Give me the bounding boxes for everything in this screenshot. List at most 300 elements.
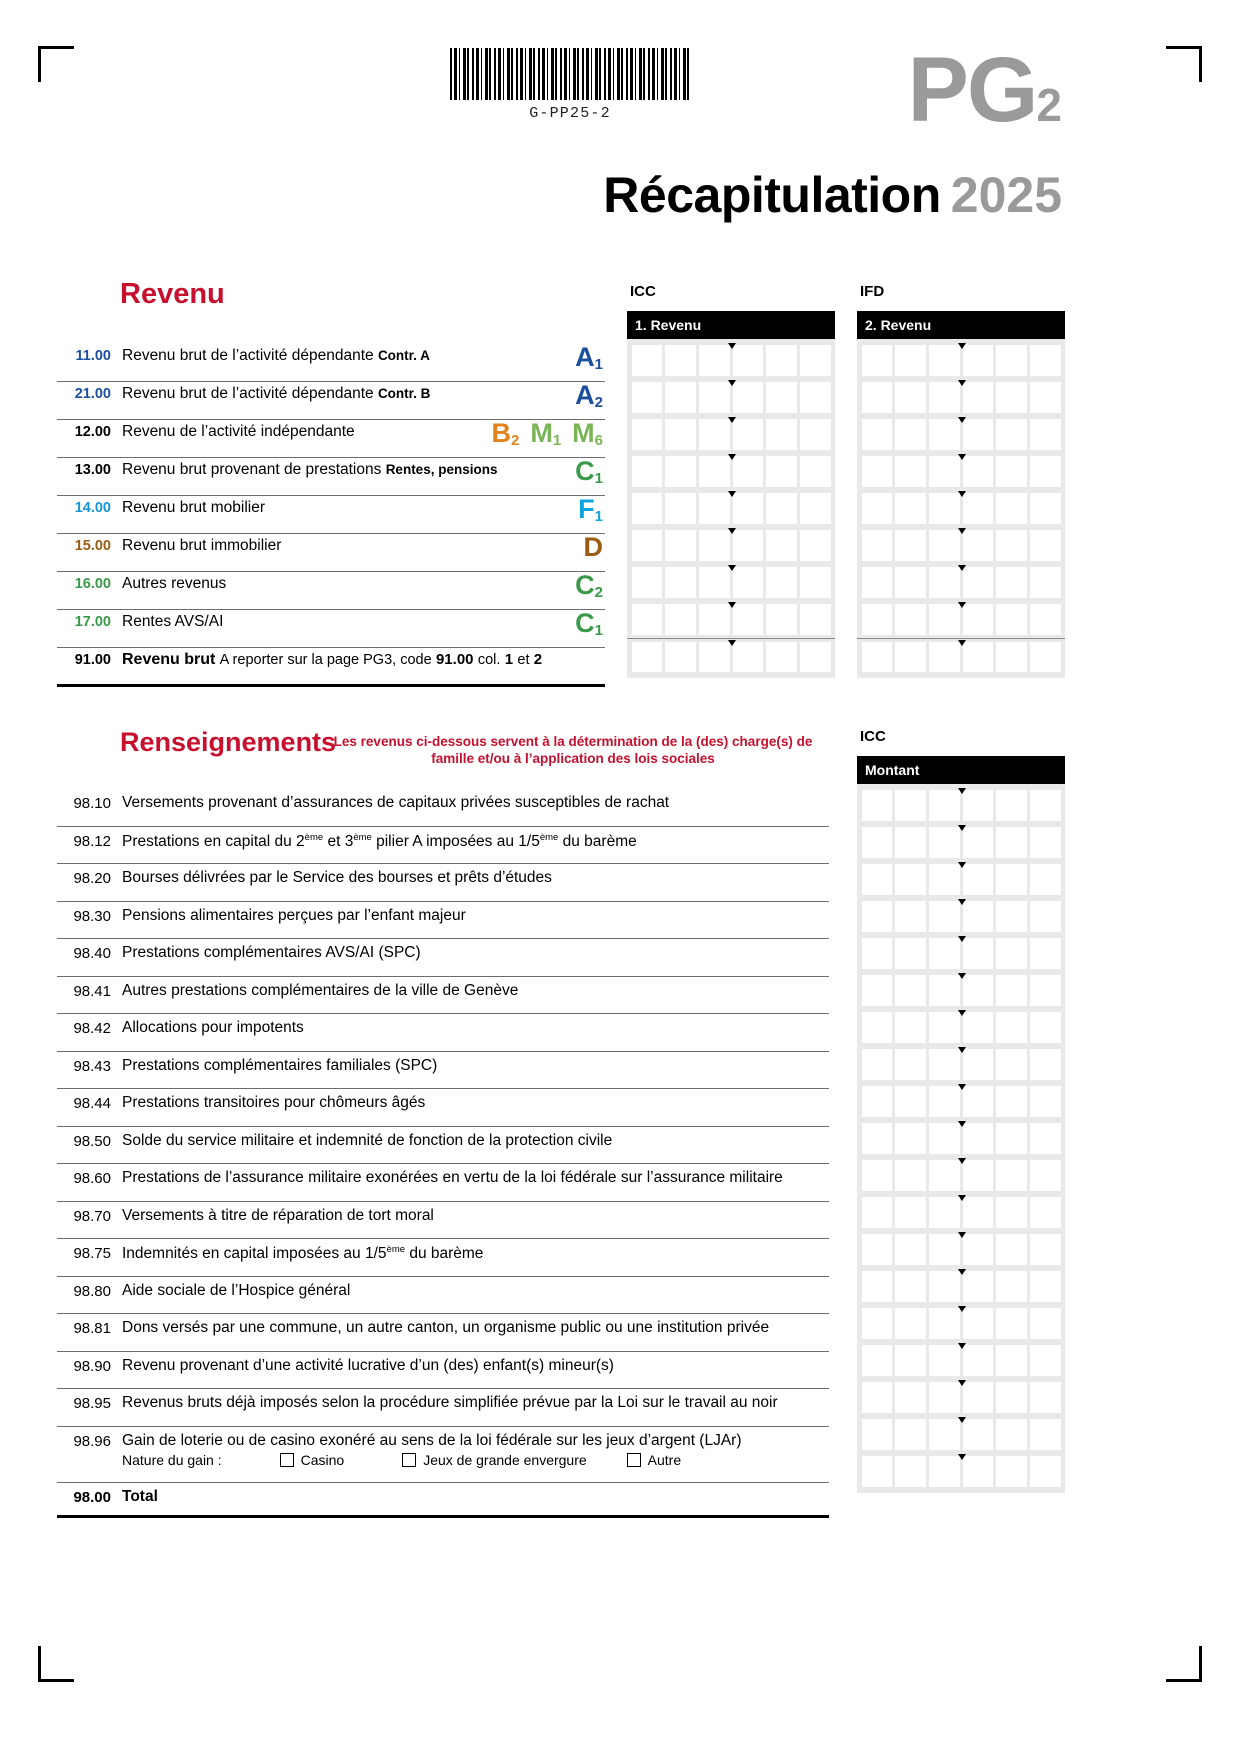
- amount-digit-cell[interactable]: [996, 345, 1027, 376]
- amount-digit-cell[interactable]: [632, 642, 663, 672]
- renseignements-row-list: [57, 789, 829, 1518]
- amount-digit-cell[interactable]: [862, 382, 893, 413]
- amount-digit-cell[interactable]: [862, 938, 893, 969]
- amount-digit-cell[interactable]: [1030, 938, 1061, 969]
- amount-digit-cell[interactable]: [996, 382, 1027, 413]
- amount-digit-cell[interactable]: [1030, 1049, 1061, 1080]
- amount-digit-cell[interactable]: [766, 419, 797, 450]
- revenu-row: [57, 420, 605, 458]
- amount-digit-cell[interactable]: [996, 1086, 1027, 1117]
- amount-digit-cell[interactable]: [996, 1234, 1027, 1265]
- amount-digit-cell[interactable]: [862, 864, 893, 895]
- amount-row[interactable]: [627, 490, 835, 527]
- amount-digit-cell[interactable]: [1030, 1123, 1061, 1154]
- amount-digit-cell[interactable]: [1030, 493, 1061, 524]
- amount-digit-cell[interactable]: [895, 864, 926, 895]
- amount-row[interactable]: [857, 972, 1065, 1009]
- amount-digit-cell[interactable]: [929, 642, 960, 672]
- amount-digit-cell[interactable]: [963, 864, 994, 895]
- amount-digit-cell[interactable]: [800, 493, 831, 524]
- renseignements-row-code: 98.95: [73, 1395, 111, 1412]
- amount-digit-cell[interactable]: [1030, 1456, 1061, 1487]
- amount-row[interactable]: [857, 1342, 1065, 1379]
- amount-row[interactable]: [857, 861, 1065, 898]
- amount-row[interactable]: [627, 527, 835, 564]
- amount-digit-cell[interactable]: [733, 419, 764, 450]
- amount-digit-cell[interactable]: [1030, 1086, 1061, 1117]
- amount-digit-cell[interactable]: [766, 493, 797, 524]
- renseignements-row-code: 98.50: [73, 1132, 111, 1150]
- amount-digit-cell[interactable]: [996, 604, 1027, 635]
- amount-digit-cell[interactable]: [996, 1049, 1027, 1080]
- amount-digit-cell[interactable]: [1030, 1197, 1061, 1228]
- amount-row[interactable]: [857, 601, 1065, 638]
- revenu-code-letter-sub: 1: [594, 622, 603, 639]
- amount-digit-cell[interactable]: [733, 493, 764, 524]
- amount-row[interactable]: [857, 638, 1065, 675]
- amount-digit-cell[interactable]: [800, 382, 831, 413]
- checkbox-autre[interactable]: [627, 1453, 641, 1467]
- amount-digit-cell[interactable]: [665, 567, 696, 598]
- amount-digit-cell[interactable]: [963, 604, 994, 635]
- checkbox-jeux-grande-envergure[interactable]: [402, 1453, 416, 1467]
- amount-digit-cell[interactable]: [1030, 604, 1061, 635]
- amount-digit-cell[interactable]: [895, 1123, 926, 1154]
- renseignements-row-label: Revenu provenant d’une activité lucrative d’un (des) enfant(s) mineur(s): [122, 1356, 614, 1374]
- lottery-row: [57, 1427, 829, 1483]
- revenu-row: [57, 610, 605, 648]
- ifd-amount-grid[interactable]: [857, 339, 1065, 678]
- amount-digit-cell[interactable]: [929, 456, 960, 487]
- amount-digit-cell[interactable]: [665, 345, 696, 376]
- amount-digit-cell[interactable]: [862, 419, 893, 450]
- amount-digit-cell[interactable]: [632, 345, 663, 376]
- amount-digit-cell[interactable]: [862, 790, 893, 821]
- amount-digit-cell[interactable]: [699, 456, 730, 487]
- amount-digit-cell[interactable]: [963, 382, 994, 413]
- amount-row[interactable]: [857, 564, 1065, 601]
- revenu-row-label: [111, 458, 575, 479]
- amount-digit-cell[interactable]: [996, 938, 1027, 969]
- amount-digit-cell[interactable]: [929, 382, 960, 413]
- amount-digit-cell[interactable]: [996, 1271, 1027, 1302]
- amount-digit-cell[interactable]: [632, 456, 663, 487]
- amount-row[interactable]: [627, 453, 835, 490]
- revenu-row-label-text: Revenu brut de l’activité dépendante: [122, 347, 374, 364]
- renseignements-row: [57, 1239, 829, 1277]
- amount-digit-cell[interactable]: [929, 1123, 960, 1154]
- renseignements-row: [57, 1389, 829, 1427]
- page-title-text: Récapitulation: [603, 167, 941, 223]
- amount-digit-cell[interactable]: [963, 1419, 994, 1450]
- amount-digit-cell[interactable]: [665, 530, 696, 561]
- amount-digit-cell[interactable]: [1030, 827, 1061, 858]
- amount-digit-cell[interactable]: [632, 604, 663, 635]
- amount-digit-cell[interactable]: [766, 456, 797, 487]
- amount-digit-cell[interactable]: [632, 493, 663, 524]
- amount-digit-cell[interactable]: [929, 938, 960, 969]
- crop-mark-bottom-right: [1166, 1646, 1202, 1682]
- amount-digit-cell[interactable]: [699, 530, 730, 561]
- amount-digit-cell[interactable]: [929, 1382, 960, 1413]
- amount-digit-cell[interactable]: [862, 1049, 893, 1080]
- amount-digit-cell[interactable]: [996, 1456, 1027, 1487]
- amount-row[interactable]: [857, 342, 1065, 379]
- amount-digit-cell[interactable]: [733, 567, 764, 598]
- amount-digit-cell[interactable]: [862, 530, 893, 561]
- amount-digit-cell[interactable]: [996, 1419, 1027, 1450]
- amount-digit-cell[interactable]: [895, 345, 926, 376]
- amount-row[interactable]: [857, 1157, 1065, 1194]
- amount-digit-cell[interactable]: [862, 642, 893, 672]
- amount-digit-cell[interactable]: [733, 345, 764, 376]
- amount-digit-cell[interactable]: [895, 790, 926, 821]
- amount-digit-cell[interactable]: [963, 530, 994, 561]
- amount-digit-cell[interactable]: [929, 1345, 960, 1376]
- revenu-code-letter: [575, 608, 603, 638]
- amount-digit-cell[interactable]: [1030, 864, 1061, 895]
- amount-digit-cell[interactable]: [963, 1086, 994, 1117]
- amount-digit-cell[interactable]: [963, 1308, 994, 1339]
- amount-digit-cell[interactable]: [996, 1345, 1027, 1376]
- amount-digit-cell[interactable]: [800, 642, 831, 672]
- amount-row[interactable]: [857, 1268, 1065, 1305]
- amount-row[interactable]: [857, 1046, 1065, 1083]
- amount-digit-cell[interactable]: [800, 567, 831, 598]
- amount-digit-cell[interactable]: [996, 975, 1027, 1006]
- amount-digit-cell[interactable]: [800, 345, 831, 376]
- amount-digit-cell[interactable]: [895, 1271, 926, 1302]
- amount-row[interactable]: [627, 564, 835, 601]
- revenu-code-letter-sub: 1: [594, 470, 603, 487]
- amount-digit-cell[interactable]: [1030, 1160, 1061, 1191]
- amount-digit-cell[interactable]: [963, 901, 994, 932]
- amount-digit-cell[interactable]: [733, 382, 764, 413]
- amount-digit-cell[interactable]: [996, 419, 1027, 450]
- amount-digit-cell[interactable]: [862, 975, 893, 1006]
- amount-digit-cell[interactable]: [996, 864, 1027, 895]
- amount-digit-cell[interactable]: [862, 604, 893, 635]
- thousands-separator-marker-icon: [958, 417, 966, 423]
- amount-digit-cell[interactable]: [996, 1382, 1027, 1413]
- amount-row[interactable]: [857, 1379, 1065, 1416]
- amount-row[interactable]: [627, 342, 835, 379]
- amount-digit-cell[interactable]: [862, 1197, 893, 1228]
- thousands-separator-marker-icon: [728, 454, 736, 460]
- amount-row[interactable]: [857, 1009, 1065, 1046]
- amount-digit-cell[interactable]: [929, 567, 960, 598]
- amount-digit-cell[interactable]: [800, 530, 831, 561]
- amount-digit-cell[interactable]: [963, 642, 994, 672]
- amount-digit-cell[interactable]: [895, 1234, 926, 1265]
- revenu-code-letter-main: M: [572, 418, 595, 448]
- amount-digit-cell[interactable]: [996, 456, 1027, 487]
- amount-digit-cell[interactable]: [733, 642, 764, 672]
- amount-digit-cell[interactable]: [929, 1456, 960, 1487]
- amount-digit-cell[interactable]: [862, 1012, 893, 1043]
- amount-digit-cell[interactable]: [699, 345, 730, 376]
- amount-digit-cell[interactable]: [963, 567, 994, 598]
- amount-digit-cell[interactable]: [632, 419, 663, 450]
- amount-digit-cell[interactable]: [963, 493, 994, 524]
- amount-digit-cell[interactable]: [963, 975, 994, 1006]
- amount-digit-cell[interactable]: [963, 1234, 994, 1265]
- amount-digit-cell[interactable]: [800, 604, 831, 635]
- revenu-row-label-text: Revenu brut immobilier: [122, 537, 282, 554]
- thousands-separator-marker-icon: [958, 1195, 966, 1201]
- amount-digit-cell[interactable]: [963, 1197, 994, 1228]
- amount-digit-cell[interactable]: [632, 530, 663, 561]
- amount-digit-cell[interactable]: [862, 1382, 893, 1413]
- revenu-code-letter: [530, 418, 561, 448]
- amount-digit-cell[interactable]: [862, 456, 893, 487]
- amount-digit-cell[interactable]: [895, 567, 926, 598]
- amount-digit-cell[interactable]: [862, 901, 893, 932]
- amount-digit-cell[interactable]: [963, 1456, 994, 1487]
- amount-digit-cell[interactable]: [963, 1271, 994, 1302]
- amount-digit-cell[interactable]: [963, 1123, 994, 1154]
- amount-row[interactable]: [857, 1416, 1065, 1453]
- amount-digit-cell[interactable]: [996, 1160, 1027, 1191]
- amount-digit-cell[interactable]: [895, 1419, 926, 1450]
- amount-digit-cell[interactable]: [895, 419, 926, 450]
- amount-digit-cell[interactable]: [632, 382, 663, 413]
- amount-digit-cell[interactable]: [996, 567, 1027, 598]
- amount-digit-cell[interactable]: [665, 456, 696, 487]
- amount-digit-cell[interactable]: [963, 419, 994, 450]
- amount-digit-cell[interactable]: [929, 1234, 960, 1265]
- amount-digit-cell[interactable]: [963, 1382, 994, 1413]
- amount-digit-cell[interactable]: [1030, 382, 1061, 413]
- amount-digit-cell[interactable]: [929, 1197, 960, 1228]
- amount-digit-cell[interactable]: [862, 1086, 893, 1117]
- amount-digit-cell[interactable]: [1030, 1308, 1061, 1339]
- amount-digit-cell[interactable]: [963, 938, 994, 969]
- amount-digit-cell[interactable]: [929, 1419, 960, 1450]
- amount-digit-cell[interactable]: [929, 790, 960, 821]
- amount-digit-cell[interactable]: [895, 901, 926, 932]
- amount-digit-cell[interactable]: [862, 493, 893, 524]
- amount-digit-cell[interactable]: [895, 938, 926, 969]
- amount-digit-cell[interactable]: [862, 1234, 893, 1265]
- amount-digit-cell[interactable]: [895, 1308, 926, 1339]
- amount-digit-cell[interactable]: [895, 1382, 926, 1413]
- amount-digit-cell[interactable]: [699, 493, 730, 524]
- amount-digit-cell[interactable]: [996, 1197, 1027, 1228]
- renseignements-total-code: 98.00: [73, 1488, 111, 1506]
- amount-digit-cell[interactable]: [996, 530, 1027, 561]
- renseignements-row-code: 98.43: [73, 1057, 111, 1075]
- amount-digit-cell[interactable]: [1030, 1012, 1061, 1043]
- amount-digit-cell[interactable]: [963, 1049, 994, 1080]
- amount-digit-cell[interactable]: [699, 567, 730, 598]
- thousands-separator-marker-icon: [958, 1380, 966, 1386]
- thousands-separator-marker-icon: [958, 1232, 966, 1238]
- amount-digit-cell[interactable]: [862, 1345, 893, 1376]
- amount-digit-cell[interactable]: [929, 530, 960, 561]
- renseignements-row: [57, 1089, 829, 1127]
- amount-digit-cell[interactable]: [996, 1123, 1027, 1154]
- amount-digit-cell[interactable]: [766, 345, 797, 376]
- revenu-row-codes: [575, 572, 605, 599]
- amount-digit-cell[interactable]: [1030, 1382, 1061, 1413]
- amount-row[interactable]: [857, 1453, 1065, 1490]
- amount-digit-cell[interactable]: [1030, 642, 1061, 672]
- amount-digit-cell[interactable]: [963, 790, 994, 821]
- amount-digit-cell[interactable]: [862, 827, 893, 858]
- amount-digit-cell[interactable]: [1030, 1345, 1061, 1376]
- amount-digit-cell[interactable]: [766, 604, 797, 635]
- amount-digit-cell[interactable]: [1030, 1271, 1061, 1302]
- revenu-code-letter-main: F: [578, 494, 595, 524]
- amount-digit-cell[interactable]: [862, 1456, 893, 1487]
- montant-amount-grid[interactable]: [857, 784, 1065, 1493]
- amount-row[interactable]: [627, 379, 835, 416]
- amount-digit-cell[interactable]: [1030, 345, 1061, 376]
- amount-digit-cell[interactable]: [895, 382, 926, 413]
- amount-row[interactable]: [627, 638, 835, 675]
- amount-digit-cell[interactable]: [929, 1308, 960, 1339]
- amount-digit-cell[interactable]: [733, 456, 764, 487]
- amount-digit-cell[interactable]: [963, 1012, 994, 1043]
- amount-row[interactable]: [857, 824, 1065, 861]
- amount-digit-cell[interactable]: [1030, 567, 1061, 598]
- amount-digit-cell[interactable]: [929, 1086, 960, 1117]
- amount-digit-cell[interactable]: [929, 345, 960, 376]
- revenu-row-list: [57, 344, 605, 687]
- amount-digit-cell[interactable]: [800, 456, 831, 487]
- amount-digit-cell[interactable]: [963, 1160, 994, 1191]
- amount-digit-cell[interactable]: [862, 1160, 893, 1191]
- amount-digit-cell[interactable]: [895, 1012, 926, 1043]
- amount-digit-cell[interactable]: [963, 1345, 994, 1376]
- amount-row[interactable]: [857, 1194, 1065, 1231]
- amount-digit-cell[interactable]: [963, 456, 994, 487]
- amount-digit-cell[interactable]: [1030, 790, 1061, 821]
- amount-digit-cell[interactable]: [963, 345, 994, 376]
- amount-digit-cell[interactable]: [733, 530, 764, 561]
- amount-digit-cell[interactable]: [1030, 456, 1061, 487]
- amount-digit-cell[interactable]: [665, 382, 696, 413]
- amount-row[interactable]: [857, 1120, 1065, 1157]
- amount-digit-cell[interactable]: [699, 419, 730, 450]
- amount-digit-cell[interactable]: [766, 382, 797, 413]
- amount-digit-cell[interactable]: [895, 604, 926, 635]
- amount-digit-cell[interactable]: [895, 1049, 926, 1080]
- amount-row[interactable]: [857, 935, 1065, 972]
- amount-digit-cell[interactable]: [1030, 901, 1061, 932]
- amount-row[interactable]: [857, 416, 1065, 453]
- amount-digit-cell[interactable]: [996, 827, 1027, 858]
- amount-digit-cell[interactable]: [929, 604, 960, 635]
- amount-digit-cell[interactable]: [929, 1049, 960, 1080]
- amount-row[interactable]: [857, 898, 1065, 935]
- amount-digit-cell[interactable]: [929, 1271, 960, 1302]
- amount-digit-cell[interactable]: [895, 1197, 926, 1228]
- amount-digit-cell[interactable]: [996, 1012, 1027, 1043]
- amount-row[interactable]: [857, 379, 1065, 416]
- amount-digit-cell[interactable]: [1030, 530, 1061, 561]
- amount-row[interactable]: [857, 1083, 1065, 1120]
- revenu-row-codes: [578, 496, 605, 523]
- amount-digit-cell[interactable]: [895, 1345, 926, 1376]
- amount-digit-cell[interactable]: [766, 642, 797, 672]
- amount-digit-cell[interactable]: [929, 419, 960, 450]
- amount-row[interactable]: [627, 601, 835, 638]
- amount-digit-cell[interactable]: [1030, 419, 1061, 450]
- amount-digit-cell[interactable]: [800, 419, 831, 450]
- amount-row[interactable]: [857, 1231, 1065, 1268]
- amount-digit-cell[interactable]: [1030, 975, 1061, 1006]
- amount-row[interactable]: [627, 416, 835, 453]
- amount-digit-cell[interactable]: [895, 456, 926, 487]
- amount-digit-cell[interactable]: [895, 1086, 926, 1117]
- amount-digit-cell[interactable]: [895, 530, 926, 561]
- amount-row[interactable]: [857, 453, 1065, 490]
- amount-digit-cell[interactable]: [699, 604, 730, 635]
- amount-row[interactable]: [857, 527, 1065, 564]
- amount-row[interactable]: [857, 490, 1065, 527]
- amount-digit-cell[interactable]: [929, 493, 960, 524]
- amount-digit-cell[interactable]: [862, 345, 893, 376]
- amount-digit-cell[interactable]: [895, 493, 926, 524]
- amount-digit-cell[interactable]: [895, 975, 926, 1006]
- checkbox-casino[interactable]: [280, 1453, 294, 1467]
- page-title: [603, 167, 1062, 223]
- amount-digit-cell[interactable]: [766, 530, 797, 561]
- amount-digit-cell[interactable]: [1030, 1234, 1061, 1265]
- amount-digit-cell[interactable]: [895, 642, 926, 672]
- amount-digit-cell[interactable]: [862, 1123, 893, 1154]
- amount-digit-cell[interactable]: [665, 493, 696, 524]
- revenu-row-codes: [575, 382, 605, 409]
- amount-row[interactable]: [857, 787, 1065, 824]
- amount-digit-cell[interactable]: [862, 1271, 893, 1302]
- amount-digit-cell[interactable]: [1030, 1419, 1061, 1450]
- amount-digit-cell[interactable]: [665, 642, 696, 672]
- amount-digit-cell[interactable]: [665, 604, 696, 635]
- amount-digit-cell[interactable]: [699, 382, 730, 413]
- amount-digit-cell[interactable]: [963, 827, 994, 858]
- amount-digit-cell[interactable]: [895, 1456, 926, 1487]
- amount-digit-cell[interactable]: [929, 864, 960, 895]
- amount-digit-cell[interactable]: [632, 567, 663, 598]
- page-title-year: 2025: [950, 167, 1062, 223]
- amount-digit-cell[interactable]: [862, 567, 893, 598]
- amount-digit-cell[interactable]: [862, 1419, 893, 1450]
- amount-digit-cell[interactable]: [895, 827, 926, 858]
- amount-digit-cell[interactable]: [929, 827, 960, 858]
- renseignements-row-code: 98.60: [73, 1170, 111, 1187]
- amount-digit-cell[interactable]: [929, 901, 960, 932]
- amount-digit-cell[interactable]: [996, 642, 1027, 672]
- amount-digit-cell[interactable]: [766, 567, 797, 598]
- amount-digit-cell[interactable]: [929, 1012, 960, 1043]
- amount-digit-cell[interactable]: [929, 1160, 960, 1191]
- amount-digit-cell[interactable]: [996, 493, 1027, 524]
- amount-digit-cell[interactable]: [895, 1160, 926, 1191]
- amount-digit-cell[interactable]: [699, 642, 730, 672]
- amount-digit-cell[interactable]: [996, 1308, 1027, 1339]
- amount-digit-cell[interactable]: [996, 790, 1027, 821]
- amount-digit-cell[interactable]: [996, 901, 1027, 932]
- icc-amount-grid[interactable]: [627, 339, 835, 678]
- amount-digit-cell[interactable]: [733, 604, 764, 635]
- amount-digit-cell[interactable]: [665, 419, 696, 450]
- amount-digit-cell[interactable]: [929, 975, 960, 1006]
- amount-digit-cell[interactable]: [862, 1308, 893, 1339]
- amount-row[interactable]: [857, 1305, 1065, 1342]
